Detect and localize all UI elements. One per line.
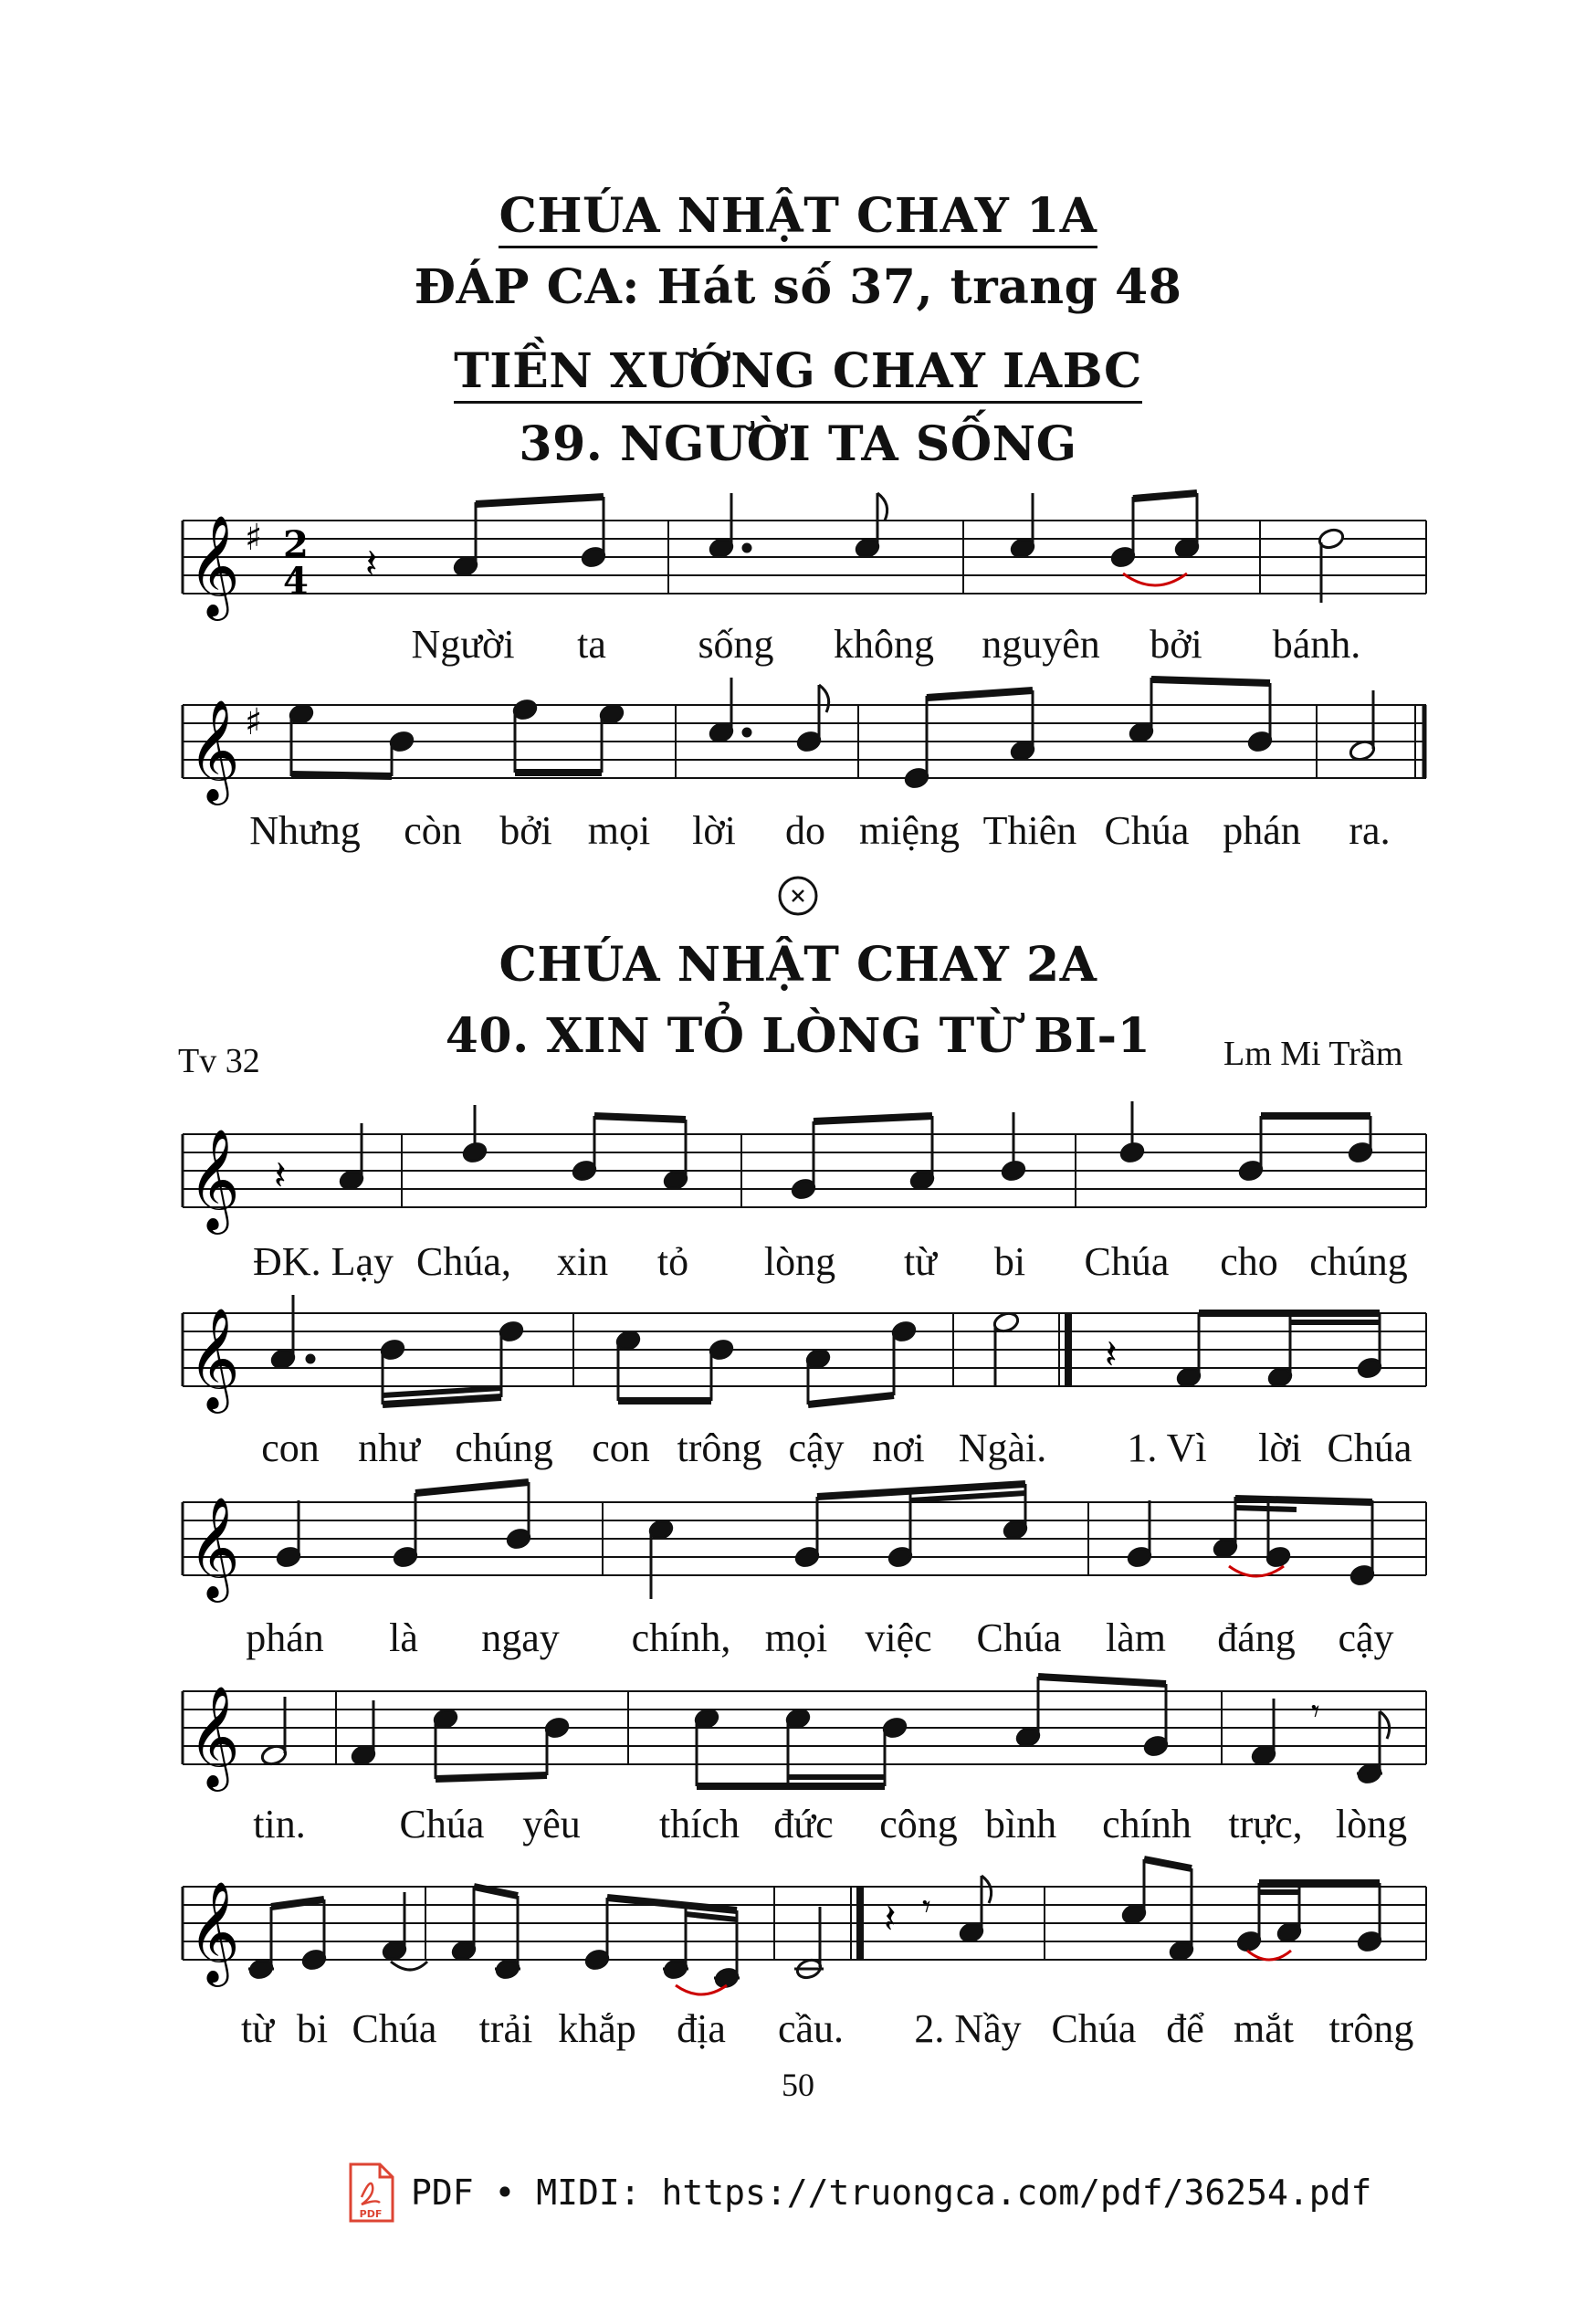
lyric: tin. [253,1802,306,1846]
lyric: là [389,1615,418,1660]
lyric: trải [478,2006,533,2051]
lyric: bánh. [1272,622,1361,667]
lyric: Chúa, [416,1239,511,1284]
lyric: ra. [1349,808,1391,853]
lyric: xin [556,1239,609,1284]
lyric: tỏ [656,1239,689,1284]
staff-40-line3 [0,1475,1596,1612]
lyric: chúng [455,1426,553,1470]
lyric: để [1166,2006,1204,2051]
lyric: lòng [763,1239,836,1284]
lyric: mọi [587,808,651,853]
lyric: mọi [764,1615,828,1660]
lyric: Chúa [1327,1426,1412,1470]
lyric: con [592,1426,650,1470]
svg-text:PDF: PDF [359,2208,383,2220]
lyric: 1. Vì [1127,1426,1207,1470]
lyric: phán [246,1615,324,1660]
lyric: như [358,1426,420,1470]
eighth-rest-icon: 𝄾 [1311,1693,1320,1731]
lyric: trông [677,1426,762,1470]
staff-39-line2 [0,678,1596,805]
song-40-title: 40. XIN TỎ LÒNG TỪ BI-1 [445,1008,1151,1064]
lyric: Thiên [982,808,1077,853]
time-sig-bottom: 4 [283,560,309,603]
staff-40-line4 [0,1664,1596,1801]
footer-text[interactable]: PDF • MIDI: https://truongca.com/pdf/36254.pdf [411,2172,1372,2213]
lyric: trực, [1228,1802,1303,1846]
quarter-rest-icon: 𝄽 [884,1896,897,1942]
lyric: Chúa [352,2006,437,2051]
lyric: cậy [788,1426,845,1470]
section2-title: CHÚA NHẬT CHAY 2A [499,937,1097,993]
lyric: bi [993,1239,1026,1284]
quarter-rest-icon: 𝄽 [365,541,378,587]
staff-40-line5 [0,1859,1596,2005]
staff-40-line2 [0,1286,1596,1423]
lyric: miệng [859,808,960,853]
treble-clef-icon: 𝄞 [188,514,240,616]
lyric: lời [1258,1426,1302,1470]
lyric: chúng [1309,1239,1408,1284]
lyric: con [261,1426,320,1470]
lyric: từ [240,2006,275,2051]
staff-39-line1 [0,493,1596,621]
lyric: yêu [522,1802,581,1846]
lyric: Nhưng [249,808,361,853]
lyric: ngay [481,1615,560,1660]
lyric: Chúa [1104,808,1190,853]
lyric: công [879,1802,958,1846]
treble-clef-icon: 𝄞 [188,1307,240,1409]
lyric: chính [1102,1802,1192,1846]
lyric: mắt [1234,2006,1294,2051]
lyric: cậy [1338,1615,1394,1660]
quarter-rest-icon: 𝄽 [1105,1331,1118,1378]
treble-clef-icon: 𝄞 [188,1496,240,1598]
lyric: Ngài. [958,1426,1047,1470]
treble-clef-icon: 𝄞 [188,1685,240,1787]
lyric: còn [404,808,462,853]
lyric: chính, [631,1615,731,1660]
lyric: bi [296,2006,329,2051]
lyric: đáng [1217,1615,1296,1660]
lyric: cầu. [777,2006,845,2051]
lyric: từ [903,1239,938,1284]
lyric: sống [698,622,774,667]
lyric: địa [677,2006,726,2051]
tienxuong-title: TIỀN XƯỚNG CHAY IABC [0,343,1596,399]
lyric: nguyên [982,622,1100,667]
lyric: 2. Nầy [914,2006,1022,2051]
lyric: đức [773,1802,834,1846]
lyric: ta [577,622,606,667]
pdf-file-icon [347,2162,394,2223]
section1-title: CHÚA NHẬT CHAY 1A [0,188,1596,244]
sharp-icon: ♯ [245,517,263,559]
treble-clef-icon: 𝄞 [188,1880,240,1983]
lyric: ĐK. Lạy [253,1239,394,1284]
circled-x-icon [776,874,820,918]
eighth-rest-icon: 𝄾 [922,1888,931,1926]
lyric: Chúa [1051,2006,1137,2051]
lyric: nơi [872,1426,925,1470]
lyric: cho [1220,1239,1278,1284]
lyric: Người [411,622,515,667]
lyric: bình [984,1802,1057,1846]
sharp-icon: ♯ [245,701,263,743]
lyric: phán [1223,808,1301,853]
lyric: lời [692,808,736,853]
dapca-line: ĐÁP CA: Hát số 37, trang 48 [414,259,1182,315]
footer-link[interactable] [347,2162,1371,2223]
treble-clef-icon: 𝄞 [188,1128,240,1230]
lyric: bởi [1150,622,1202,667]
lyric: Chúa [1084,1239,1170,1284]
page-number: 50 [782,2067,814,2103]
lyric: trông [1328,2006,1414,2051]
lyric: việc [865,1615,932,1660]
lyric: do [785,808,825,853]
time-sig-top: 2 [283,523,309,566]
lyric: Chúa [976,1615,1062,1660]
song-39-title: 39. NGƯỜI TA SỐNG [519,416,1077,472]
lyric: Chúa [399,1802,485,1846]
lyric: không [834,622,934,667]
psalm-ref: Tv 32 [178,1042,260,1080]
staff-40-line1 [0,1098,1596,1244]
lyric: bởi [499,808,552,853]
lyric: thích [659,1802,740,1846]
quarter-rest-icon: 𝄽 [274,1152,287,1199]
lyric: làm [1106,1615,1166,1660]
composer: Lm Mi Trầm [1223,1035,1403,1073]
lyric: khắp [558,2006,636,2051]
lyric: lòng [1335,1802,1408,1846]
treble-clef-icon: 𝄞 [188,699,240,801]
